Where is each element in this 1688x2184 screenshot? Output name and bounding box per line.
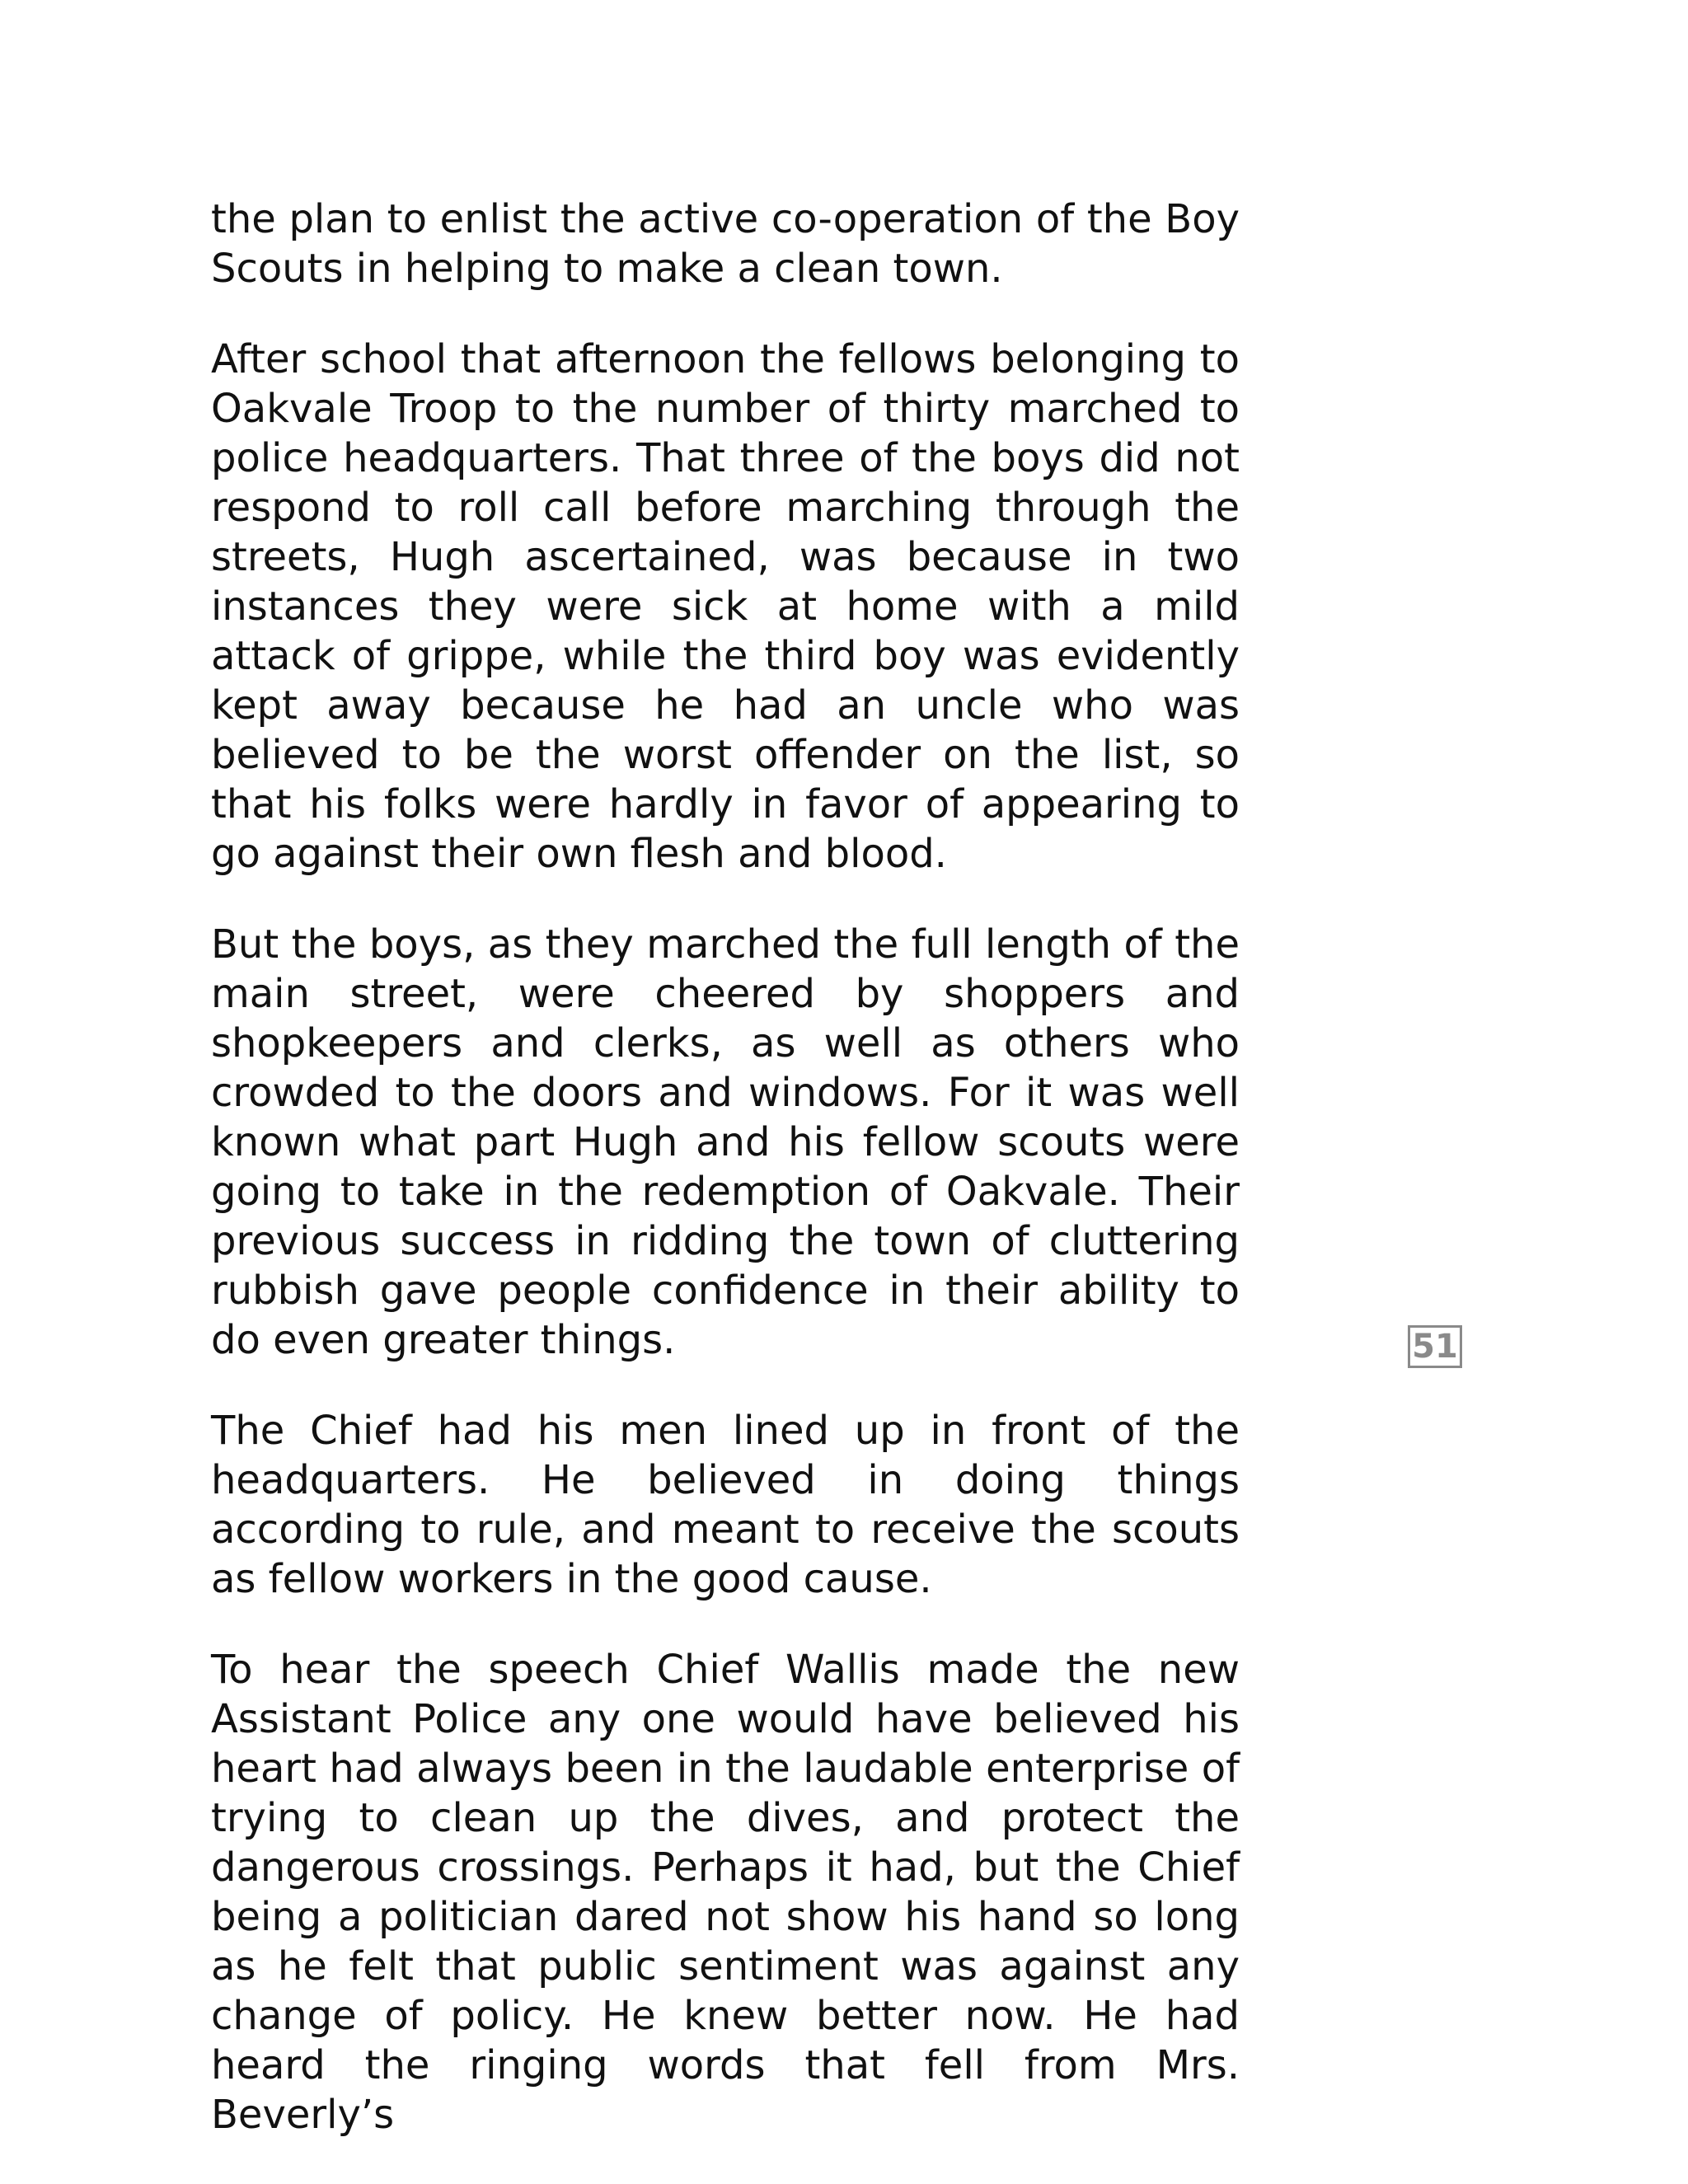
paragraph: The Chief had his men lined up in front of the headquarters. He believed in doing things according to rule, and meant to receive the scouts as fellow workers in the good cause. <box>211 1408 1240 1602</box>
paragraph: After school that afternoon the fellows belonging to Oakvale Troop to the number of thirty marched to police headquarters. That three of the boys did not respond to roll call before marching through the streets, Hugh ascertained, was because in two instances they were sick at home with a mild attack of grippe, while the third boy was evidently kept away because he had an uncle who was believed to be the worst offender on the list, so that his folks were hardly in favor of appearing to go against their own flesh and blood. <box>211 336 1240 877</box>
paragraph: the plan to enlist the active co-operation of the Boy Scouts in helping to make a clean town. <box>211 196 1240 292</box>
paragraph: But the boys, as they marched the full length of the main street, were cheered by shoppers and shopkeepers and clerks, as well as others who crowded to the doors and windows. For it was well known what part Hugh and his fellow scouts were going to take in the redemption of Oakvale. Their previous success in ridding the town of cluttering rubbish gave people confidence in their ability to do even greater things. <box>211 921 1240 1363</box>
paragraph: To hear the speech Chief Wallis made the new Assistant Police any one would have believed his heart had always been in the laudable enterprise of trying to clean up the dives, and protect the dangerous crossings. Perhaps it had, but the Chief being a politician dared not show his hand so long as he felt that public sentiment was against any change of policy. He knew better now. He had heard the ringing words that fell from Mrs. Beverly’s <box>211 1647 1240 2138</box>
body-text <box>211 194 1240 2181</box>
page-number: 51 <box>1408 1325 1462 1368</box>
